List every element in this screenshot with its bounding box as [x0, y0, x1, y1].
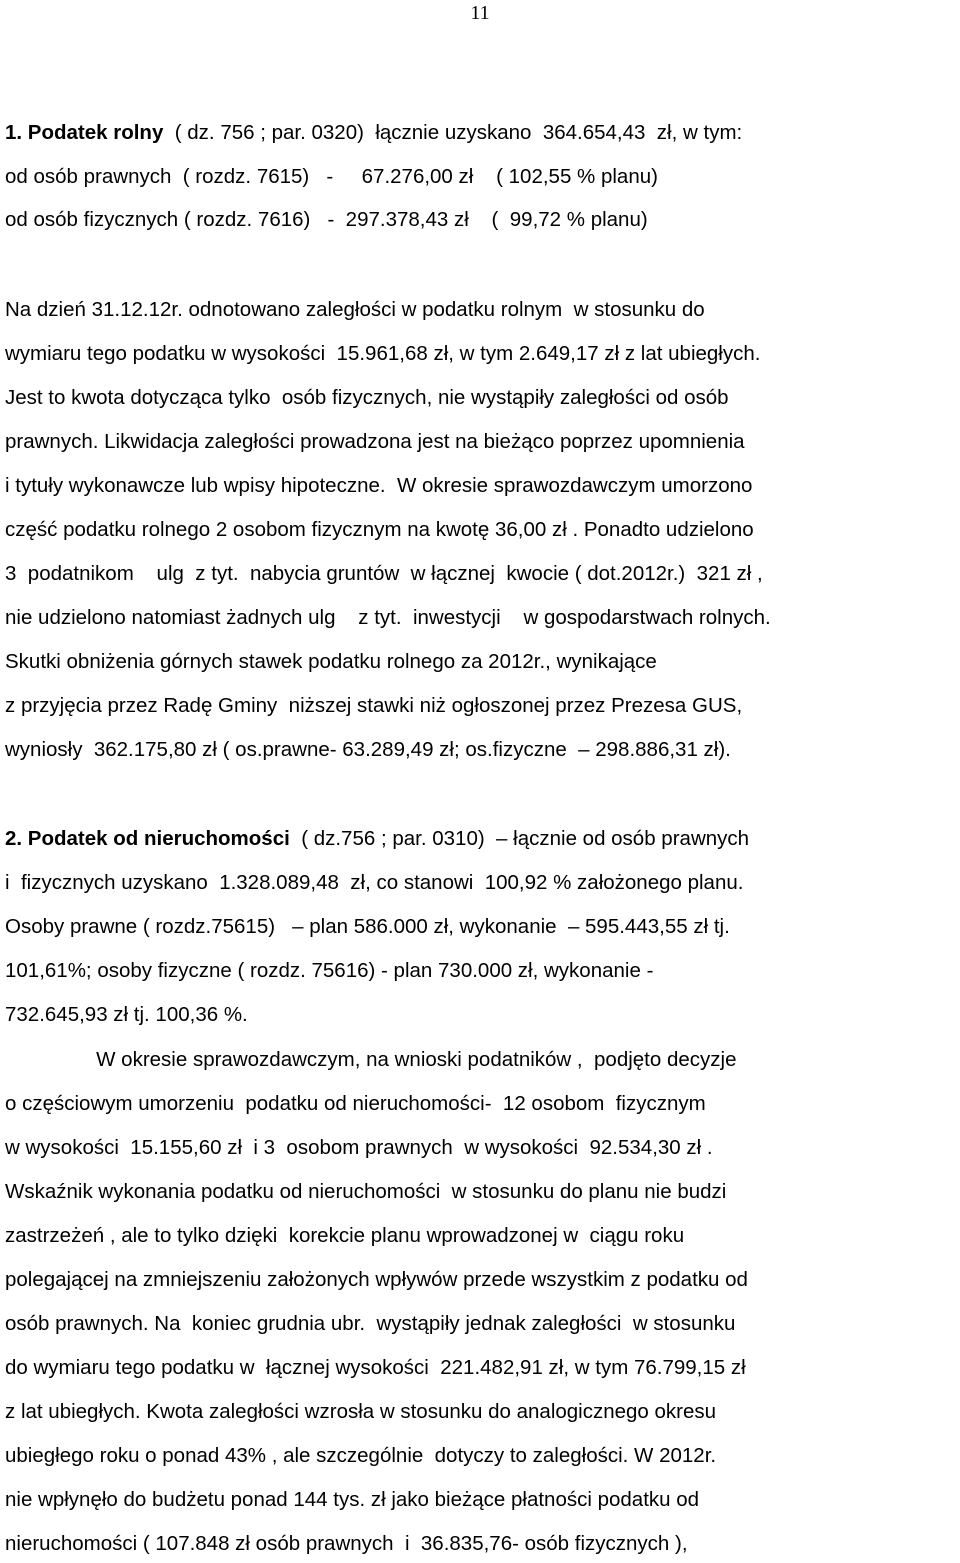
section-1-line: Na dzień 31.12.12r. odnotowano zaległości w podatku rolnym w stosunku do [5, 298, 705, 321]
section-1-line: z przyjęcia przez Radę Gminy niższej stawki niż ogłoszonej przez Prezesa GUS, [5, 694, 743, 717]
section-1-line: Jest to kwota dotycząca tylko osób fizycznych, nie wystąpiły zaległości od osób [5, 386, 729, 409]
section-1-line: nie udzielono natomiast żadnych ulg z tyt. inwestycji w gospodarstwach rolnych. [5, 606, 771, 629]
section-2-line: 732.645,93 zł tj. 100,36 %. [5, 1003, 248, 1026]
section-1-line: część podatku rolnego 2 osobom fizycznym na kwotę 36,00 zł . Ponadto udzielono [5, 518, 754, 541]
section-2-line: Osoby prawne ( rozdz.75615) – plan 586.000 zł, wykonanie – 595.443,55 zł tj. [5, 915, 730, 938]
section-2-line: w wysokości 15.155,60 zł i 3 osobom prawnych w wysokości 92.534,30 zł . [5, 1136, 713, 1159]
section-2-line: osób prawnych. Na koniec grudnia ubr. wystąpiły jednak zaległości w stosunku [5, 1312, 736, 1335]
section-1-heading: 1. Podatek rolny [5, 121, 164, 144]
section-1-first-line [5, 120, 742, 146]
section-1-line: i tytuły wykonawcze lub wpisy hipoteczne. W okresie sprawozdawczym umorzono [5, 474, 753, 497]
section-1-line: wyniosły 362.175,80 zł ( os.prawne- 63.289,49 zł; os.fizyczne – 298.886,31 zł). [5, 738, 731, 761]
section-2-line: z lat ubiegłych. Kwota zaległości wzrosła w stosunku do analogicznego okresu [5, 1400, 717, 1423]
section-2-first-line [5, 826, 749, 852]
section-2-line: W okresie sprawozdawczym, na wnioski podatników , podjęto decyzje [5, 1048, 737, 1071]
section-1-line: wymiaru tego podatku w wysokości 15.961,68 zł, w tym 2.649,17 zł z lat ubiegłych. [5, 342, 761, 365]
section-2-line: nie wpłynęło do budżetu ponad 144 tys. zł jako bieżące płatności podatku od [5, 1488, 700, 1511]
section-2-line: ubiegłego roku o ponad 43% , ale szczególnie dotyczy to zaległości. W 2012r. [5, 1444, 717, 1467]
section-1-line: prawnych. Likwidacja zaległości prowadzona jest na bieżąco poprzez upomnienia [5, 430, 745, 453]
section-2-heading-rest: ( dz.756 ; par. 0310) – łącznie od osób prawnych [289, 827, 750, 850]
section-1-line: Skutki obniżenia górnych stawek podatku rolnego za 2012r., wynikające [5, 650, 657, 673]
section-1-heading-rest: ( dz. 756 ; par. 0320) łącznie uzyskano 364.654,43 zł, w tym: [163, 121, 743, 144]
section-2-line: 101,61%; osoby fizyczne ( rozdz. 75616) - plan 730.000 zł, wykonanie - [5, 959, 654, 982]
section-1-line: 3 podatnikom ulg z tyt. nabycia gruntów w łącznej kwocie ( dot.2012r.) 321 zł , [5, 562, 763, 585]
section-2-line: Wskaźnik wykonania podatku od nieruchomości w stosunku do planu nie budzi [5, 1180, 727, 1203]
section-2-line: o częściowym umorzeniu podatku od nieruchomości- 12 osobom fizycznym [5, 1092, 706, 1115]
section-1-line: od osób prawnych ( rozdz. 7615) - 67.276,00 zł ( 102,55 % planu) [5, 165, 658, 188]
section-2-line: polegającej na zmniejszeniu założonych wpływów przede wszystkim z podatku od [5, 1268, 748, 1291]
section-2-line: nieruchomości ( 107.848 zł osób prawnych i 36.835,76- osób fizycznych ), [5, 1532, 688, 1555]
section-2-line: zastrzeżeń , ale to tylko dzięki korekcie planu wprowadzonej w ciągu roku [5, 1224, 685, 1247]
section-2-heading: 2. Podatek od nieruchomości [5, 827, 290, 850]
section-2-line: i fizycznych uzyskano 1.328.089,48 zł, co stanowi 100,92 % założonego planu. [5, 871, 744, 894]
section-2-line: do wymiaru tego podatku w łącznej wysokości 221.482,91 zł, w tym 76.799,15 zł [5, 1356, 746, 1379]
page-number: 11 [470, 2, 490, 24]
section-1-line: od osób fizycznych ( rozdz. 7616) - 297.378,43 zł ( 99,72 % planu) [5, 208, 648, 231]
